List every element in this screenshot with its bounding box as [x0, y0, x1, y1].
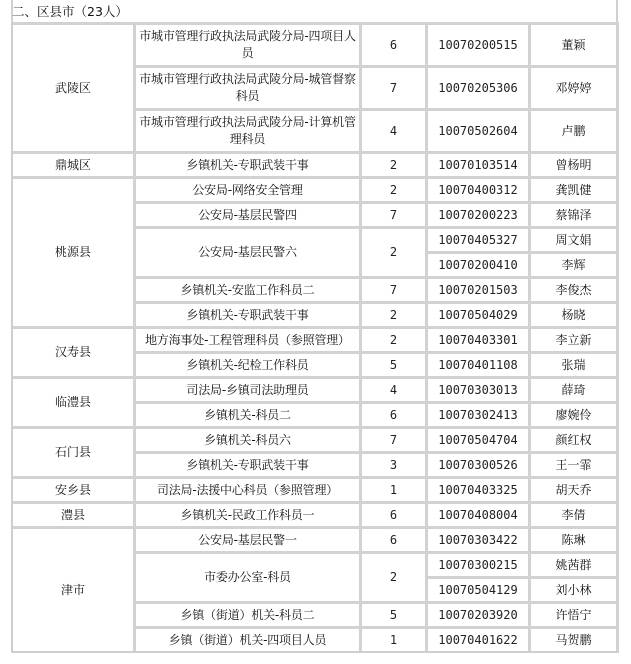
position-cell: 市委办公室-科员 [136, 551, 362, 601]
exam-number-cell: 10070303422 [428, 526, 531, 551]
position-cell: 乡镇机关-专职武装干事 [136, 301, 362, 326]
person-name-cell: 许悟宁 [531, 601, 619, 626]
position-cell: 司法局-乡镇司法助理员 [136, 376, 362, 401]
person-name-cell: 周文娟 [531, 226, 619, 251]
rank-cell: 6 [362, 526, 428, 551]
position-cell: 乡镇机关-民政工作科员一 [136, 501, 362, 526]
person-name-cell: 卢鹏 [531, 108, 619, 151]
person-name-cell: 陈琳 [531, 526, 619, 551]
rank-cell: 2 [362, 151, 428, 176]
rank-cell: 4 [362, 108, 428, 151]
person-name-cell: 廖婉伶 [531, 401, 619, 426]
exam-number-cell: 10070300526 [428, 451, 531, 476]
person-name-cell: 蔡锦泽 [531, 201, 619, 226]
rank-cell: 2 [362, 326, 428, 351]
position-cell: 市城市管理行政执法局武陵分局-计算机管理科员 [136, 108, 362, 151]
exam-number-cell: 10070200515 [428, 22, 531, 65]
district-cell: 临澧县 [13, 376, 136, 426]
exam-number-cell: 10070303013 [428, 376, 531, 401]
exam-number-cell: 10070300215 [428, 551, 531, 576]
person-name-cell: 邓婷婷 [531, 65, 619, 108]
exam-number-cell: 10070401622 [428, 626, 531, 651]
section-title: 二、区县市（23人） [12, 4, 128, 19]
table-row [13, 176, 619, 201]
table-row [13, 376, 619, 401]
position-cell: 司法局-法援中心科员（参照管理） [136, 476, 362, 501]
table-row [13, 22, 619, 65]
person-name-cell: 董颖 [531, 22, 619, 65]
exam-number-cell: 10070205306 [428, 65, 531, 108]
person-name-cell: 曾杨明 [531, 151, 619, 176]
position-cell: 乡镇机关-专职武装干事 [136, 151, 362, 176]
person-name-cell: 马贺鹏 [531, 626, 619, 651]
exam-number-cell: 10070504129 [428, 576, 531, 601]
exam-number-cell: 10070103514 [428, 151, 531, 176]
rank-cell: 6 [362, 401, 428, 426]
rank-cell: 1 [362, 476, 428, 501]
person-name-cell: 杨晓 [531, 301, 619, 326]
position-cell: 地方海事处-工程管理科员（参照管理） [136, 326, 362, 351]
person-name-cell: 姚茜群 [531, 551, 619, 576]
rank-cell: 4 [362, 376, 428, 401]
position-cell: 乡镇（街道）机关-科员二 [136, 601, 362, 626]
person-name-cell: 李俊杰 [531, 276, 619, 301]
exam-number-cell: 10070408004 [428, 501, 531, 526]
exam-number-cell: 10070403301 [428, 326, 531, 351]
exam-number-cell: 10070405327 [428, 226, 531, 251]
position-cell: 乡镇机关-安监工作科员二 [136, 276, 362, 301]
district-cell: 鼎城区 [13, 151, 136, 176]
district-cell: 汉寿县 [13, 326, 136, 376]
position-cell: 乡镇（街道）机关-四项目人员 [136, 626, 362, 651]
person-name-cell: 李立新 [531, 326, 619, 351]
rank-cell: 6 [362, 501, 428, 526]
district-cell: 桃源县 [13, 176, 136, 326]
exam-number-cell: 10070201503 [428, 276, 531, 301]
position-cell: 公安局-基层民警一 [136, 526, 362, 551]
table-row [13, 151, 619, 176]
roster-body [13, 22, 619, 651]
position-cell: 市城市管理行政执法局武陵分局-四项目人员 [136, 22, 362, 65]
district-cell: 武陵区 [13, 22, 136, 151]
rank-cell: 7 [362, 65, 428, 108]
exam-number-cell: 10070401108 [428, 351, 531, 376]
district-cell: 津市 [13, 526, 136, 651]
exam-number-cell: 10070400312 [428, 176, 531, 201]
person-name-cell: 胡天乔 [531, 476, 619, 501]
position-cell: 乡镇机关-专职武装干事 [136, 451, 362, 476]
person-name-cell: 颜红权 [531, 426, 619, 451]
person-name-cell: 李辉 [531, 251, 619, 276]
position-cell: 公安局-网络安全管理 [136, 176, 362, 201]
exam-number-cell: 10070403325 [428, 476, 531, 501]
rank-cell: 7 [362, 426, 428, 451]
roster-table [11, 22, 619, 653]
exam-number-cell: 10070504704 [428, 426, 531, 451]
rank-cell: 2 [362, 551, 428, 601]
rank-cell: 2 [362, 176, 428, 201]
position-cell: 公安局-基层民警六 [136, 226, 362, 276]
table-row [13, 476, 619, 501]
exam-number-cell: 10070504029 [428, 301, 531, 326]
rank-cell: 2 [362, 226, 428, 276]
position-cell: 乡镇机关-纪检工作科员 [136, 351, 362, 376]
rank-cell: 2 [362, 301, 428, 326]
district-cell: 澧县 [13, 501, 136, 526]
person-name-cell: 薛琦 [531, 376, 619, 401]
rank-cell: 3 [362, 451, 428, 476]
rank-cell: 1 [362, 626, 428, 651]
table-row [13, 526, 619, 551]
exam-number-cell: 10070200223 [428, 201, 531, 226]
position-cell: 乡镇机关-科员六 [136, 426, 362, 451]
person-name-cell: 张瑞 [531, 351, 619, 376]
exam-number-cell: 10070200410 [428, 251, 531, 276]
person-name-cell: 王一霏 [531, 451, 619, 476]
exam-number-cell: 10070502604 [428, 108, 531, 151]
district-cell: 安乡县 [13, 476, 136, 501]
table-row [13, 426, 619, 451]
rank-cell: 7 [362, 276, 428, 301]
position-cell: 公安局-基层民警四 [136, 201, 362, 226]
person-name-cell: 龚凯健 [531, 176, 619, 201]
rank-cell: 7 [362, 201, 428, 226]
rank-cell: 5 [362, 351, 428, 376]
rank-cell: 5 [362, 601, 428, 626]
person-name-cell: 李倩 [531, 501, 619, 526]
table-row [13, 326, 619, 351]
person-name-cell: 刘小林 [531, 576, 619, 601]
position-cell: 市城市管理行政执法局武陵分局-城管督察科员 [136, 65, 362, 108]
district-cell: 石门县 [13, 426, 136, 476]
exam-number-cell: 10070302413 [428, 401, 531, 426]
position-cell: 乡镇机关-科员二 [136, 401, 362, 426]
table-row [13, 501, 619, 526]
rank-cell: 6 [362, 22, 428, 65]
exam-number-cell: 10070203920 [428, 601, 531, 626]
